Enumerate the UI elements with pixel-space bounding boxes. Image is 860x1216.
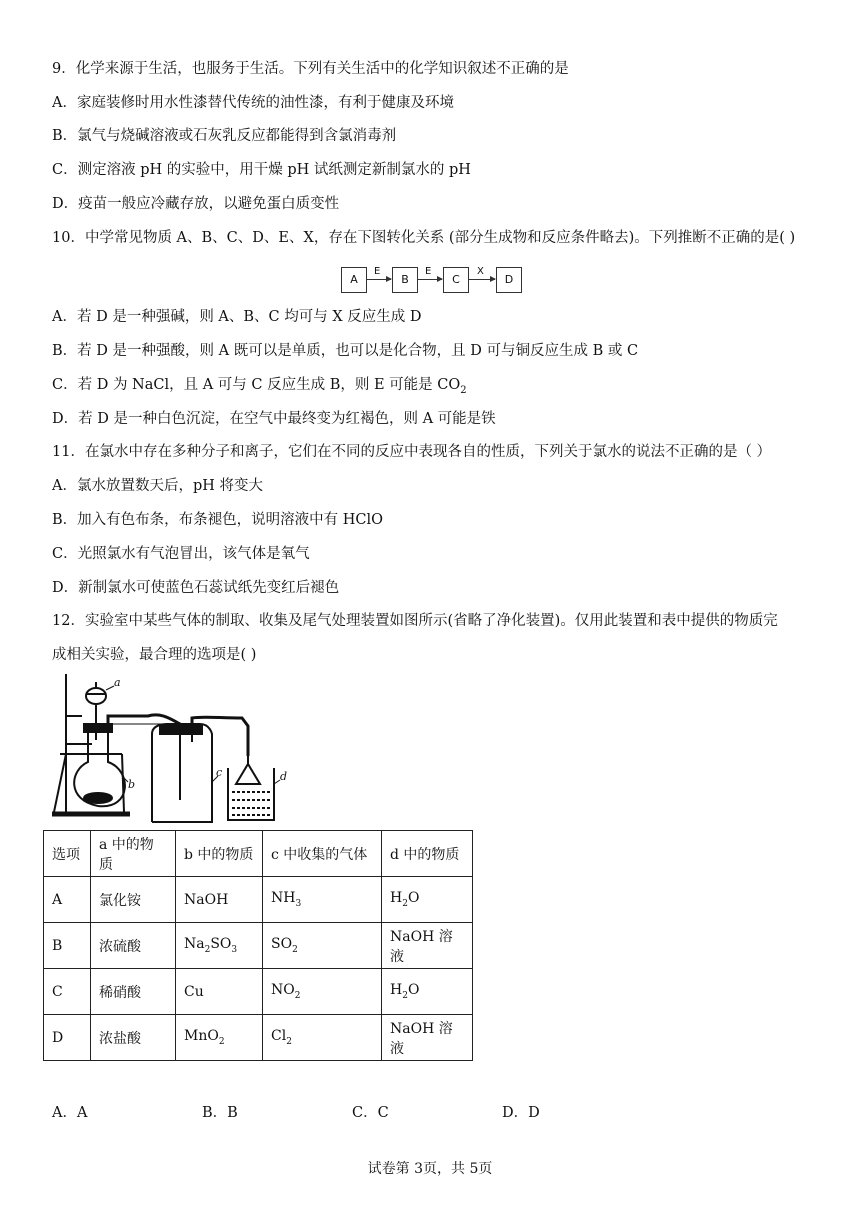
label-a: a	[114, 676, 121, 689]
q10-option-b: B．若 D 是一种强酸，则 A 既可以是单质，也可以是化合物，且 D 可与铜反应生成 B 或 C	[52, 343, 639, 359]
label-c: c	[216, 766, 223, 779]
conversion-diagram	[341, 265, 523, 293]
table-cell: MnO$_2$	[176, 1015, 263, 1061]
table-cell: $H_2O$	[382, 969, 473, 1015]
funnel-a	[86, 688, 106, 704]
node-b: B	[392, 267, 418, 293]
q9-stem: 9．化学来源于生活，也服务于生活。下列有关生活中的化学知识叙述不正确的是	[52, 61, 569, 77]
table-header-row	[44, 831, 473, 877]
gas-apparatus-figure	[52, 672, 292, 824]
table-cell: 稀硝酸	[91, 969, 176, 1015]
q11-option-a: A．氯水放置数天后，pH 将变大	[52, 478, 264, 494]
table-cell: D	[44, 1015, 91, 1061]
table-cell: NaOH 溶液	[382, 923, 473, 969]
table-cell: Cu	[176, 969, 263, 1015]
q9-option-d: D．疫苗一般应冷藏存放，以避免蛋白质变性	[52, 196, 340, 212]
label-b: b	[128, 778, 136, 791]
table-row	[44, 877, 473, 923]
q11-option-b: B．加入有色布条，布条褪色，说明溶液中有 HClO	[52, 512, 384, 528]
choice-a: A．A	[52, 1105, 88, 1121]
beaker-d	[228, 768, 274, 820]
q10-option-d: D．若 D 是一种白色沉淀，在空气中最终变为红褐色，则 A 可能是铁	[52, 411, 496, 427]
q12-stem-line1: 12．实验室中某些气体的制取、收集及尾气处理装置如图所示(省略了净化装置)。仅用此装置和表中提供的物质完	[52, 613, 778, 629]
q12-stem-line2: 成相关实验，最合理的选项是( )	[52, 647, 257, 663]
table-cell: NaOH	[176, 877, 263, 923]
table-cell: $NO_2$	[263, 969, 382, 1015]
table-header: a 中的物质	[91, 831, 176, 877]
table-header: d 中的物质	[382, 831, 473, 877]
inverted-funnel	[236, 764, 260, 784]
choice-d: D．D	[502, 1105, 540, 1121]
table-header: b 中的物质	[176, 831, 263, 877]
table-cell: C	[44, 969, 91, 1015]
node-a: A	[341, 267, 367, 293]
q10-option-c: C．若 D 为 NaCl，且 A 可与 C 反应生成 B，则 E 可能是 $CO_2$	[52, 377, 467, 396]
q11-stem: 11．在氯水中存在多种分子和离子，它们在不同的反应中表现各自的性质，下列关于氯水的说法不正确的是（ ）	[52, 444, 772, 460]
arrow-label: E	[425, 266, 432, 277]
table-cell: B	[44, 923, 91, 969]
node-d: D	[496, 267, 522, 293]
solid-b	[84, 793, 112, 803]
choice-c: C．C	[352, 1105, 389, 1121]
table-cell: NaOH 溶液	[382, 1015, 473, 1061]
table-header: 选项	[44, 831, 91, 877]
q9-option-b: B．氯气与烧碱溶液或石灰乳反应都能得到含氯消毒剂	[52, 128, 397, 144]
table-cell: $SO_2$	[263, 923, 382, 969]
table-cell: 氯化铵	[91, 877, 176, 923]
options-table	[43, 830, 473, 1061]
arrow-e-1	[366, 266, 391, 280]
q11-option-d: D．新制氯水可使蓝色石蕊试纸先变红后褪色	[52, 580, 340, 596]
table-cell: $Na_2SO_3$	[176, 923, 263, 969]
table-header: c 中收集的气体	[263, 831, 382, 877]
table-row	[44, 969, 473, 1015]
arrow-x	[468, 266, 495, 280]
table-row	[44, 923, 473, 969]
arrow-label: X	[477, 266, 484, 277]
label-d: d	[280, 770, 288, 783]
arrow-label: E	[374, 266, 381, 277]
q11-option-c: C．光照氯水有气泡冒出，该气体是氧气	[52, 546, 310, 562]
table-cell: $H_2O$	[382, 877, 473, 923]
q9-option-c: C．测定溶液 pH 的实验中，用干燥 pH 试纸测定新制氯水的 pH	[52, 162, 471, 178]
table-cell: $Cl_2$	[263, 1015, 382, 1061]
choice-b: B．B	[202, 1105, 238, 1121]
page-footer: 试卷第 3页，共 5页	[367, 1161, 493, 1177]
arrow-e-2	[417, 266, 442, 280]
q10-stem: 10．中学常见物质 A、B、C、D、E、X，存在下图转化关系 (部分生成物和反应条件略去)。下列推断不正确的是( )	[52, 230, 796, 246]
table-cell: 浓硫酸	[91, 923, 176, 969]
node-c: C	[443, 267, 469, 293]
q10-option-a: A．若 D 是一种强碱，则 A、B、C 均可与 X 反应生成 D	[52, 309, 422, 325]
bottle-c	[152, 724, 212, 822]
q9-option-a: A．家庭装修时用水性漆替代传统的油性漆，有利于健康及环境	[52, 95, 454, 111]
table-row	[44, 1015, 473, 1061]
table-cell: $NH_3$	[263, 877, 382, 923]
table-cell: 浓盐酸	[91, 1015, 176, 1061]
table-cell: A	[44, 877, 91, 923]
